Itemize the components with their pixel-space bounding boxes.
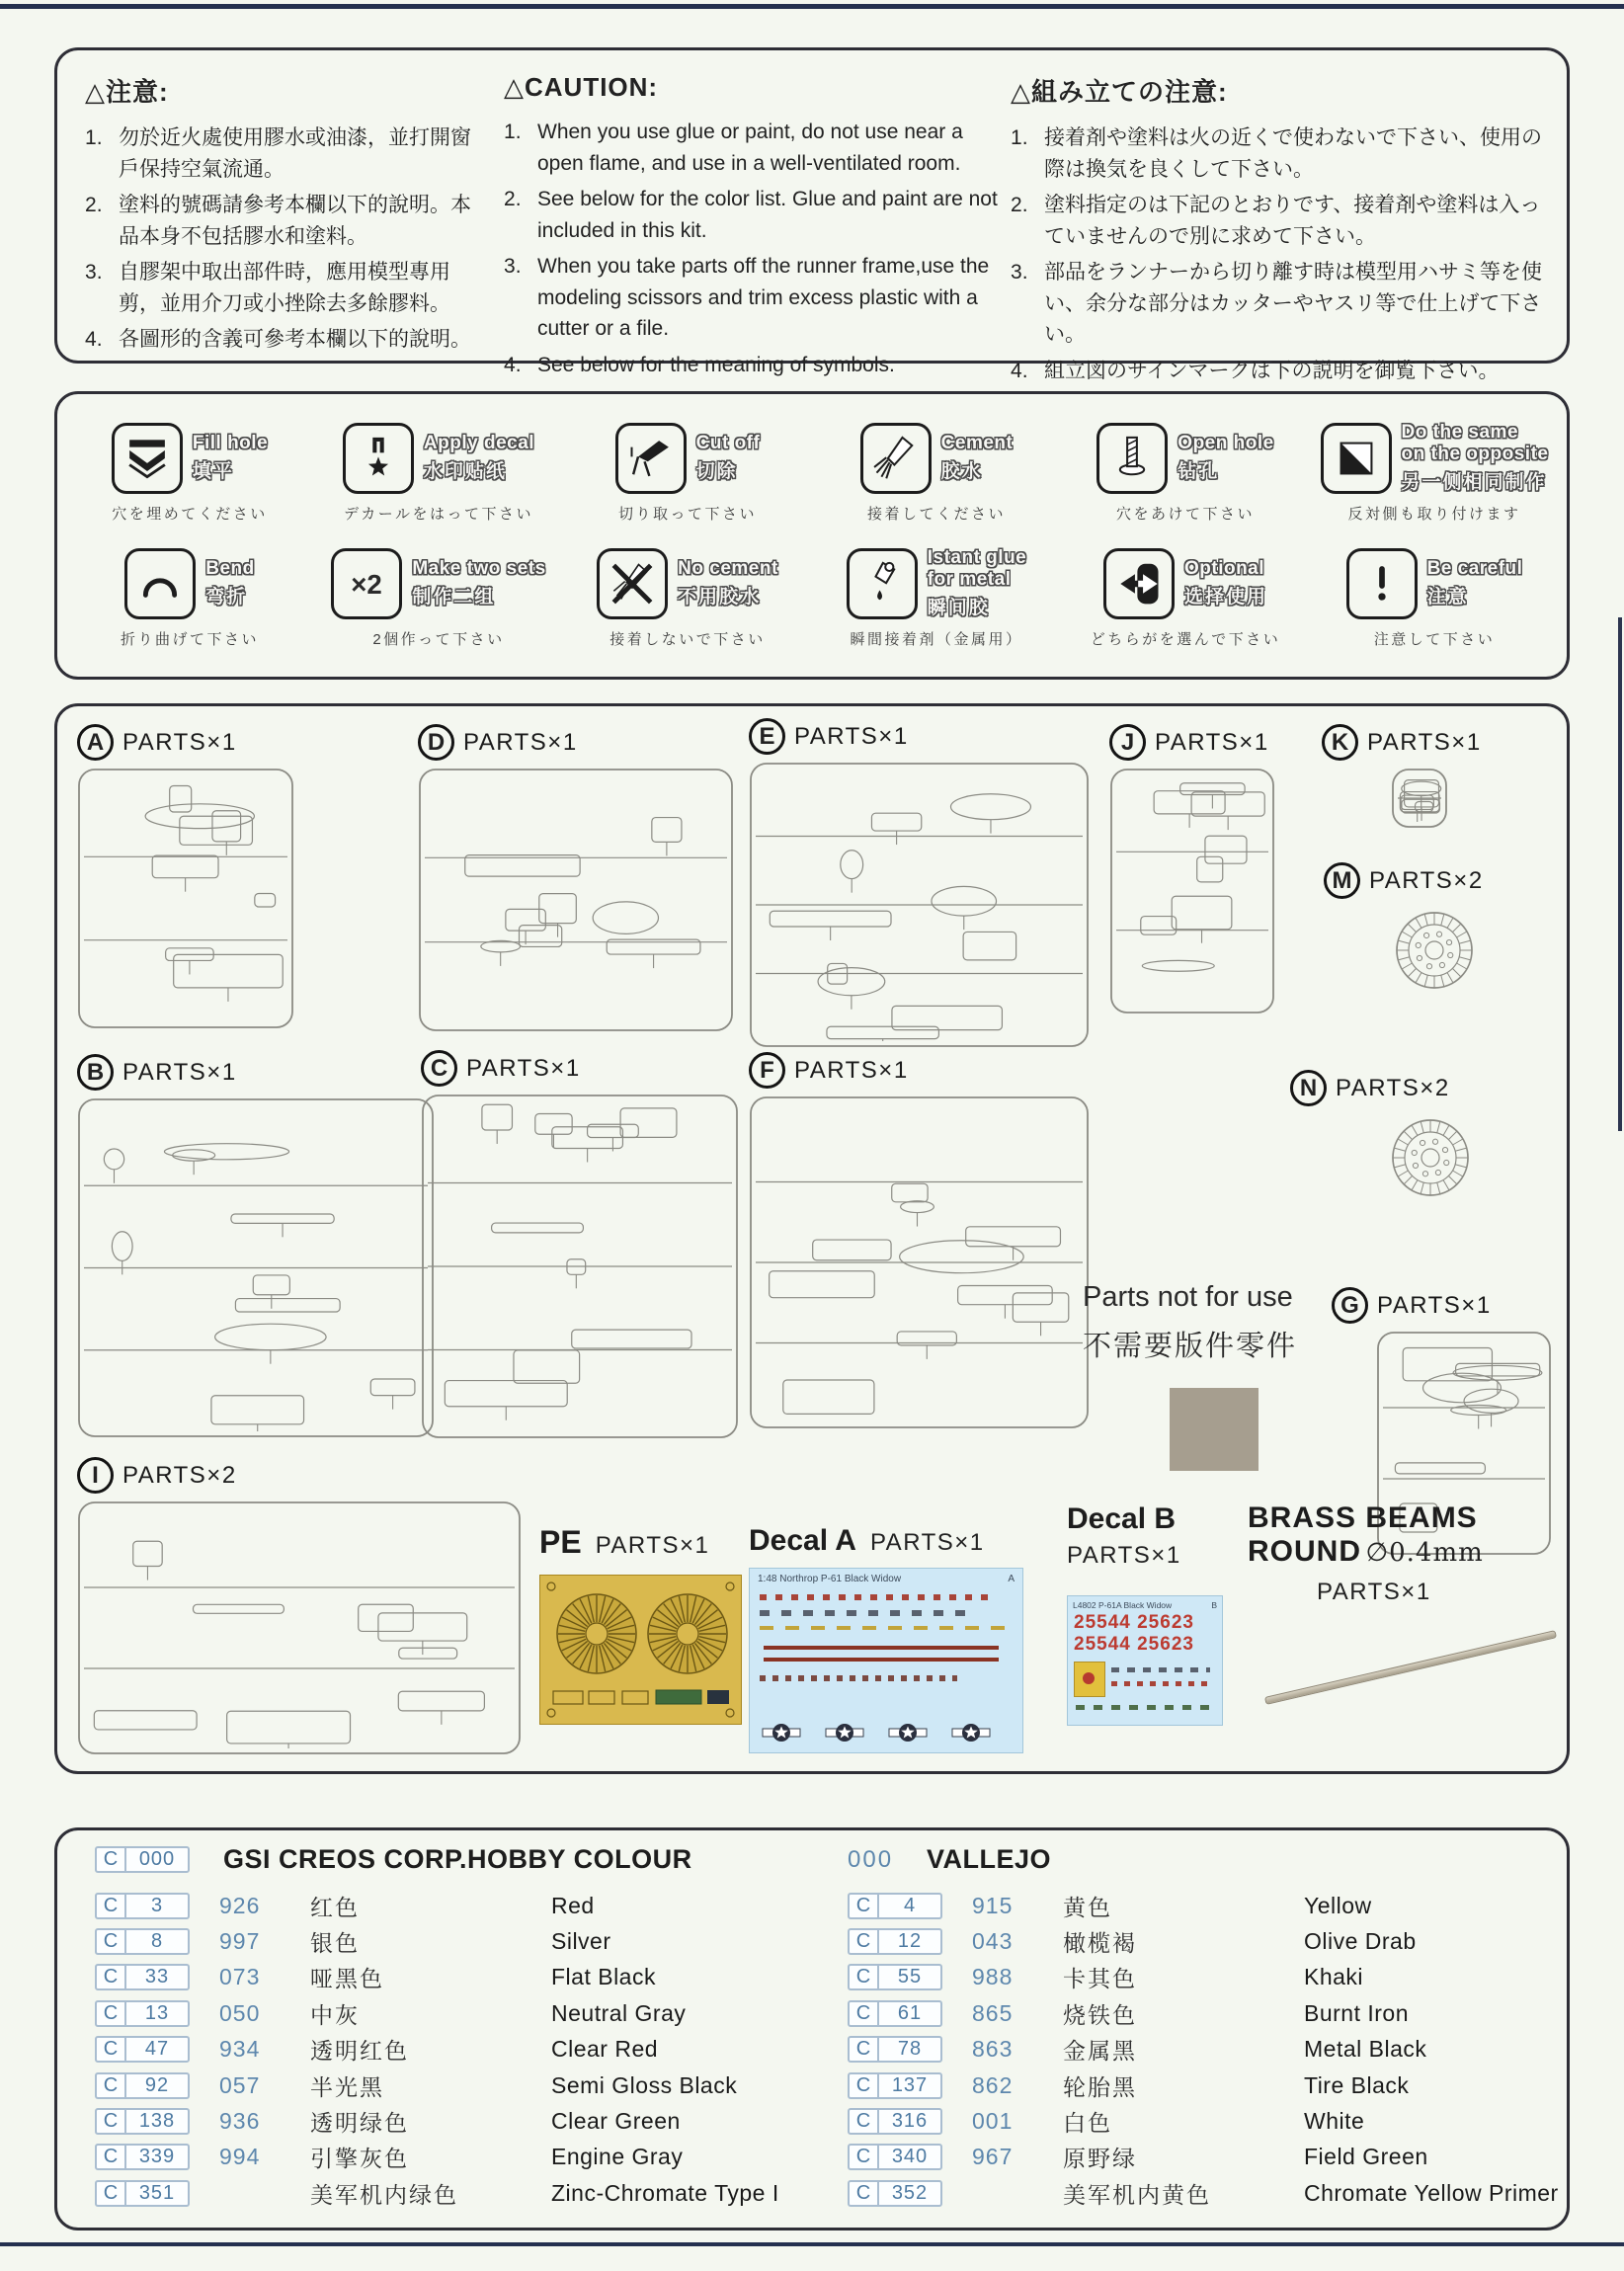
no-cement-icon [597, 548, 668, 619]
color-row [848, 2068, 1559, 2103]
sprue-m-art [1393, 909, 1476, 992]
decal-stripe [764, 1658, 999, 1662]
color-code-badge: C 352 [848, 2180, 942, 2207]
decal-a-label: Decal A [749, 1524, 856, 1557]
color-row [95, 1995, 806, 2031]
symbol-name-en2: for metal [927, 568, 1012, 590]
decal-strip [760, 1610, 977, 1616]
decal-b-serial-numbers: 25544 25623 [1074, 1612, 1194, 1633]
color-name-cn: 引擎灰色 [310, 2146, 409, 2172]
decal-strip [760, 1626, 1007, 1630]
sprue-count: PARTS×1 [122, 1058, 237, 1086]
sprue-count: PARTS×1 [463, 728, 578, 756]
sprue-j-art [1109, 768, 1275, 1014]
color-code-badge: C 8 [95, 1928, 190, 1955]
symbol-name-en: Fill hole [192, 432, 269, 453]
symbol-name-en: Open hole [1177, 432, 1274, 453]
symbol-name-cn: 制作二组 [412, 587, 496, 608]
color-row [848, 2103, 1559, 2139]
vallejo-code: 000 [848, 1845, 894, 1873]
symbol-name-cn: 不用胶水 [678, 587, 762, 608]
symbol-name-jp: 瞬間接着剤（金属用） [850, 630, 1023, 648]
decal-strip [1111, 1667, 1210, 1672]
sprue-f-art [749, 1095, 1090, 1429]
color-name-cn: 红色 [310, 1894, 360, 1920]
vallejo-number: 050 [219, 1999, 261, 2026]
do-same-opposite-icon [1321, 423, 1392, 494]
symbol-entry [1310, 535, 1559, 661]
color-code-badge: C 351 [95, 2180, 190, 2207]
color-name-en: Clear Green [551, 2108, 681, 2135]
color-row [848, 1960, 1559, 1995]
color-name-cn: 橄榄褐 [1063, 1930, 1137, 1957]
decal-a-parts [749, 1524, 1023, 1753]
color-name-cn: 轮胎黑 [1063, 2073, 1137, 2100]
pe-parts [539, 1524, 742, 1730]
color-name-en: Chromate Yellow Primer [1304, 2179, 1559, 2206]
decal-b-parts [1067, 1502, 1223, 1726]
bend-icon [124, 548, 196, 619]
brass-beams-count: PARTS×1 [1317, 1579, 1431, 1605]
notice-item: 部品をランナーから切り離す時は模型用ハサミ等を使い、余分な部分はカッターやヤスリ等で仕上げて下さい。 [1044, 261, 1542, 346]
color-code-badge: C 4 [848, 1893, 942, 1919]
color-name-cn: 中灰 [310, 2001, 360, 2028]
color-name-cn: 透明红色 [310, 2038, 409, 2065]
color-name-en: Engine Gray [551, 2144, 684, 2170]
notice-item: When you use glue or paint, do not use near a open flame, and use in a well-ventilated room. [537, 121, 963, 175]
be-careful-icon [1346, 548, 1418, 619]
symbol-name-jp: 折り曲げて下さい [120, 630, 259, 648]
sprue-letter: C [421, 1050, 457, 1087]
decal-a-sheet-letter: A [1008, 1574, 1015, 1584]
color-name-en: Burnt Iron [1304, 1999, 1409, 2026]
color-code-badge: C 000 [95, 1846, 190, 1873]
decal-b-label: Decal B [1067, 1502, 1177, 1535]
color-row [848, 1888, 1559, 1923]
notice-title-japanese: △組み立ての注意: [1011, 77, 1228, 107]
parts-not-for-use [1083, 1281, 1297, 1471]
open-hole-icon [1096, 423, 1168, 494]
color-column-left [95, 1888, 806, 2212]
symbol-name-cn: 填平 [192, 461, 234, 483]
notice-list-japanese [1011, 122, 1552, 386]
sprue-letter: B [77, 1054, 114, 1091]
color-name-en: Zinc-Chromate Type I [551, 2179, 779, 2206]
color-name-en: Red [551, 1892, 595, 1918]
sprue-letter: N [1290, 1070, 1327, 1106]
color-name-cn: 黄色 [1063, 1894, 1112, 1920]
color-code-badge: C 340 [848, 2144, 942, 2170]
color-row [95, 1923, 806, 1959]
symbol-name-jp: 穴をあけて下さい [1115, 505, 1255, 523]
brass-beams-round: ROUND [1248, 1535, 1361, 1568]
vallejo-number: 865 [972, 1999, 1014, 2026]
parts-section [54, 703, 1570, 1774]
color-code-badge: C 137 [848, 2072, 942, 2099]
sprue-letter: M [1324, 862, 1360, 899]
notice-japanese [1011, 72, 1552, 391]
sprue-k-art [1391, 768, 1448, 829]
symbol-entry [314, 410, 563, 535]
sprue-i-art [77, 1500, 522, 1755]
symbol-name-cn: 切除 [695, 461, 738, 483]
vallejo-number: 057 [219, 2071, 261, 2098]
color-code-badge: C 61 [848, 2000, 942, 2027]
color-code-badge: C 138 [95, 2108, 190, 2135]
color-code-badge: C 78 [848, 2036, 942, 2063]
symbol-name-en: Cut off [695, 432, 761, 453]
color-name-en: Yellow [1304, 1892, 1372, 1918]
sprue-j [1109, 724, 1275, 1014]
color-code-badge: C 33 [95, 1964, 190, 1990]
sprue-count: PARTS×1 [794, 722, 909, 750]
color-name-en: Khaki [1304, 1964, 1364, 1990]
sprue-count: PARTS×1 [1367, 728, 1482, 756]
pe-label: PE [539, 1524, 582, 1560]
decal-a-sheet [749, 1568, 1023, 1753]
color-name-en: Tire Black [1304, 2071, 1410, 2098]
symbol-entry [1061, 410, 1310, 535]
symbol-entry [812, 410, 1061, 535]
sprue-m [1324, 862, 1484, 992]
notice-item: 接着剤や塗料は火の近くで使わないで下さい、使用の際は換気を良くして下さい。 [1044, 126, 1542, 181]
instant-glue-icon [847, 548, 918, 619]
color-row [848, 1923, 1559, 1959]
decal-b-count: PARTS×1 [1067, 1542, 1181, 1569]
decal-a-sheet-title: 1:48 Northrop P-61 Black Widow [758, 1574, 902, 1584]
cut-off-icon [615, 423, 687, 494]
sprue-b-art [77, 1097, 435, 1438]
vallejo-number: 073 [219, 1964, 261, 1990]
sprue-n [1290, 1070, 1472, 1199]
star-roundel-icon [951, 1723, 991, 1743]
color-column-right [848, 1888, 1559, 2212]
color-name-cn: 美军机内黄色 [1063, 2181, 1211, 2208]
symbol-name-jp: どちらがを選んで下さい [1090, 630, 1281, 648]
vallejo-number: 936 [219, 2108, 261, 2135]
sprue-c [421, 1050, 739, 1439]
color-chart-header-left [95, 1844, 692, 1875]
fill-hole-icon [112, 423, 183, 494]
sprue-count: PARTS×2 [1369, 866, 1484, 894]
sprue-k [1322, 724, 1482, 829]
symbol-name-jp: デカールをはって下さい [344, 505, 533, 523]
sprue-d [418, 724, 734, 1032]
sprue-count: PARTS×1 [1155, 728, 1269, 756]
color-row [95, 2068, 806, 2103]
sprue-count: PARTS×1 [466, 1054, 581, 1082]
symbol-name-jp: 反対側も取り付けます [1347, 505, 1521, 523]
decal-b-serial-numbers: 25544 25623 [1074, 1634, 1194, 1655]
color-name-en: White [1304, 2108, 1365, 2135]
cement-icon [860, 423, 932, 494]
caution-section [54, 47, 1570, 382]
vallejo-number: 934 [219, 2036, 261, 2063]
notice-item: 自膠架中取出部件時，應用模型專用剪，並用介刀或小挫除去多餘膠料。 [119, 261, 450, 315]
color-code-badge: C 339 [95, 2144, 190, 2170]
color-chart-header-right [848, 1844, 1051, 1875]
notice-title-chinese: △注意: [85, 77, 169, 107]
sprue-letter: K [1322, 724, 1358, 761]
notice-item: 塗料的號碼請參考本欄以下的說明。本品本身不包括膠水和塗料。 [119, 194, 471, 248]
symbol-name-jp: 切り取って下さい [617, 505, 757, 523]
color-name-cn: 透明绿色 [310, 2110, 409, 2137]
pe-fret-art [539, 1575, 742, 1725]
sprue-letter: A [77, 724, 114, 761]
symbol-name-cn: 选择使用 [1183, 587, 1267, 608]
color-name-en: Clear Red [551, 2036, 659, 2063]
symbol-name-en: Cement [940, 432, 1014, 453]
sprue-a-art [77, 768, 294, 1029]
color-row [848, 1995, 1559, 2031]
star-roundel-icon [762, 1723, 801, 1743]
color-name-cn: 美军机内绿色 [310, 2181, 458, 2208]
color-name-en: Flat Black [551, 1964, 656, 1990]
color-row [95, 2103, 806, 2139]
sprue-count: PARTS×1 [122, 728, 237, 756]
notice-item: When you take parts off the runner frame,use the modeling scissors and trim excess plastic with a cutter or a file. [537, 255, 990, 340]
symbol-entry [1310, 410, 1559, 535]
color-code-badge: C 316 [848, 2108, 942, 2135]
symbol-name-jp: 2個作って下さい [372, 630, 505, 648]
symbol-name-jp: 注意して下さい [1373, 630, 1496, 648]
vallejo-title: VALLEJO [927, 1844, 1052, 1874]
sprue-letter: I [77, 1457, 114, 1494]
color-code-badge: C 3 [95, 1893, 190, 1919]
vallejo-number: 988 [972, 1964, 1014, 1990]
sprue-d-art [418, 768, 734, 1032]
symbol-legend [54, 391, 1570, 680]
color-row [848, 2175, 1559, 2211]
sprue-letter: D [418, 724, 454, 761]
color-name-cn: 卡其色 [1063, 1966, 1137, 1992]
color-code-badge: C 47 [95, 2036, 190, 2063]
color-name-en: Semi Gloss Black [551, 2071, 738, 2098]
symbol-name-en2: on the opposite [1401, 443, 1549, 464]
color-name-cn: 银色 [310, 1930, 360, 1957]
symbol-entry [563, 410, 812, 535]
symbol-name-en: Optional [1183, 557, 1265, 579]
color-name-en: Silver [551, 1928, 611, 1955]
color-name-cn: 白色 [1063, 2110, 1112, 2137]
decal-strip [760, 1675, 957, 1681]
decal-b-sheet-title: L4802 P-61A Black Widow [1073, 1600, 1173, 1610]
notice-list-english [504, 117, 1003, 380]
scan-edge-right [1618, 617, 1622, 1131]
decal-b-sheet-letter: B [1211, 1600, 1217, 1610]
symbol-name-cn: 注意 [1426, 587, 1469, 608]
color-row [95, 2175, 806, 2211]
decal-stripe [764, 1646, 999, 1650]
color-row [848, 2140, 1559, 2175]
symbol-name-en: Istant glue [927, 547, 1027, 569]
symbol-name-en: Apply decal [423, 432, 535, 453]
parts-not-for-use-en: Parts not for use [1083, 1281, 1293, 1313]
notice-item: 各圖形的含義可參考本欄以下的說明。 [119, 328, 471, 351]
sprue-count: PARTS×2 [122, 1461, 237, 1489]
svg-text:×2: ×2 [351, 568, 383, 600]
vallejo-number: 862 [972, 2071, 1014, 2098]
color-row [95, 1888, 806, 1923]
gsi-creos-title: GSI CREOS CORP.HOBBY COLOUR [223, 1844, 692, 1874]
color-code-badge: C 13 [95, 2000, 190, 2027]
symbol-name-cn: 瞬间胶 [927, 597, 990, 618]
notice-item: See below for the color list. Glue and paint are not included in this kit. [537, 188, 998, 242]
brass-beams-diameter: ∅0.4mm [1365, 1538, 1484, 1568]
color-name-cn: 金属黑 [1063, 2038, 1137, 2065]
sprue-e [749, 718, 1090, 1048]
scan-edge-top [0, 4, 1624, 9]
sprue-i [77, 1457, 522, 1755]
vallejo-number: 926 [219, 1892, 261, 1918]
parts-not-for-use-cn: 不需要版件零件 [1083, 1331, 1298, 1362]
symbol-name-en: No cement [678, 557, 778, 579]
symbol-entry [563, 535, 812, 661]
decal-strip [1076, 1705, 1214, 1710]
color-name-cn: 哑黑色 [310, 1966, 384, 1992]
symbol-name-jp: 接着してください [866, 505, 1006, 523]
apply-decal-icon [343, 423, 414, 494]
vallejo-number: 001 [972, 2108, 1014, 2135]
sprue-letter: J [1109, 724, 1146, 761]
sprue-count: PARTS×2 [1336, 1074, 1450, 1101]
sprue-letter: E [749, 718, 785, 755]
symbol-name-en: Bend [205, 557, 255, 579]
make-two-sets-icon [331, 548, 402, 619]
unused-parts-swatch [1170, 1388, 1259, 1471]
sprue-c-art [421, 1094, 739, 1439]
brass-rod-art [1264, 1630, 1557, 1705]
notice-item: 塗料指定のは下記のとおりです、接着剤や塗料は入っていませんので別に求めて下さい。 [1044, 194, 1541, 248]
color-name-cn: 烧铁色 [1063, 2001, 1137, 2028]
color-row [95, 2140, 806, 2175]
sprue-a [77, 724, 294, 1029]
symbol-name-jp: 接着しないで下さい [609, 630, 766, 648]
sprue-f [749, 1052, 1090, 1429]
vallejo-number: 997 [219, 1928, 261, 1955]
symbol-name-cn: 水印贴纸 [423, 461, 507, 483]
decal-a-count: PARTS×1 [869, 1529, 985, 1556]
symbol-entry [1061, 535, 1310, 661]
symbol-name-jp: 穴を埋めてください [112, 505, 268, 523]
symbol-name-cn: 胶水 [940, 461, 983, 483]
sprue-letter: F [749, 1052, 785, 1089]
color-name-cn: 半光黑 [310, 2073, 384, 2100]
decal-star-insignia-row [762, 1723, 991, 1743]
vallejo-number: 994 [219, 2144, 261, 2170]
symbol-entry [314, 535, 563, 661]
symbol-entry [65, 535, 314, 661]
symbol-entry [65, 410, 314, 535]
vallejo-number: 863 [972, 2036, 1014, 2063]
vallejo-number: 915 [972, 1892, 1014, 1918]
sprue-letter: G [1332, 1287, 1368, 1324]
color-name-en: Neutral Gray [551, 1999, 687, 2026]
notice-list-chinese [85, 122, 485, 356]
symbol-name-en: Make two sets [412, 557, 546, 579]
star-roundel-icon [888, 1723, 928, 1743]
color-name-en: Olive Drab [1304, 1928, 1417, 1955]
color-code-badge: C 55 [848, 1964, 942, 1990]
symbol-name-en: Be careful [1426, 557, 1523, 579]
brass-beams-title: BRASS BEAMS [1248, 1501, 1478, 1534]
decal-b-yellow-patch [1074, 1662, 1105, 1697]
decal-strip [760, 1594, 997, 1600]
star-roundel-icon [825, 1723, 864, 1743]
color-chart-section [54, 1827, 1570, 2230]
color-row [95, 2032, 806, 2068]
color-row [848, 2032, 1559, 2068]
vallejo-number: 967 [972, 2144, 1014, 2170]
sprue-count: PARTS×1 [794, 1056, 909, 1084]
notice-chinese [85, 72, 485, 361]
symbol-name-cn: 另一侧相同制作 [1401, 471, 1547, 493]
notice-item: See below for the meaning of symbols. [537, 353, 895, 376]
symbol-name-cn: 弯折 [205, 587, 248, 608]
decal-b-sheet [1067, 1595, 1223, 1726]
sprue-n-art [1389, 1116, 1472, 1199]
color-row [95, 1960, 806, 1995]
sprue-count: PARTS×1 [1377, 1291, 1492, 1319]
color-name-en: Field Green [1304, 2144, 1428, 2170]
scan-edge-bottom [0, 2242, 1624, 2246]
symbol-name-en: Do the same [1401, 422, 1519, 444]
brass-beams-parts [1248, 1501, 1564, 1671]
symbol-name-cn: 钻孔 [1177, 461, 1220, 483]
notice-item: 勿於近火處使用膠水或油漆，並打開窗戶保持空氣流通。 [119, 126, 471, 181]
notice-item: 組立図のサインマークは下の説明を御覧下さい。 [1044, 359, 1500, 382]
optional-icon [1103, 548, 1175, 619]
notice-title-english: △CAUTION: [504, 72, 659, 102]
notice-english [504, 72, 1003, 385]
pe-count: PARTS×1 [595, 1532, 710, 1559]
symbol-entry [812, 535, 1061, 661]
color-code-badge: C 12 [848, 1928, 942, 1955]
sprue-b [77, 1054, 435, 1438]
vallejo-number: 043 [972, 1928, 1014, 1955]
color-name-cn: 原野绿 [1063, 2146, 1137, 2172]
color-code-badge: C 92 [95, 2072, 190, 2099]
sprue-e-art [749, 762, 1090, 1048]
decal-strip [1111, 1681, 1210, 1686]
color-name-en: Metal Black [1304, 2036, 1427, 2063]
